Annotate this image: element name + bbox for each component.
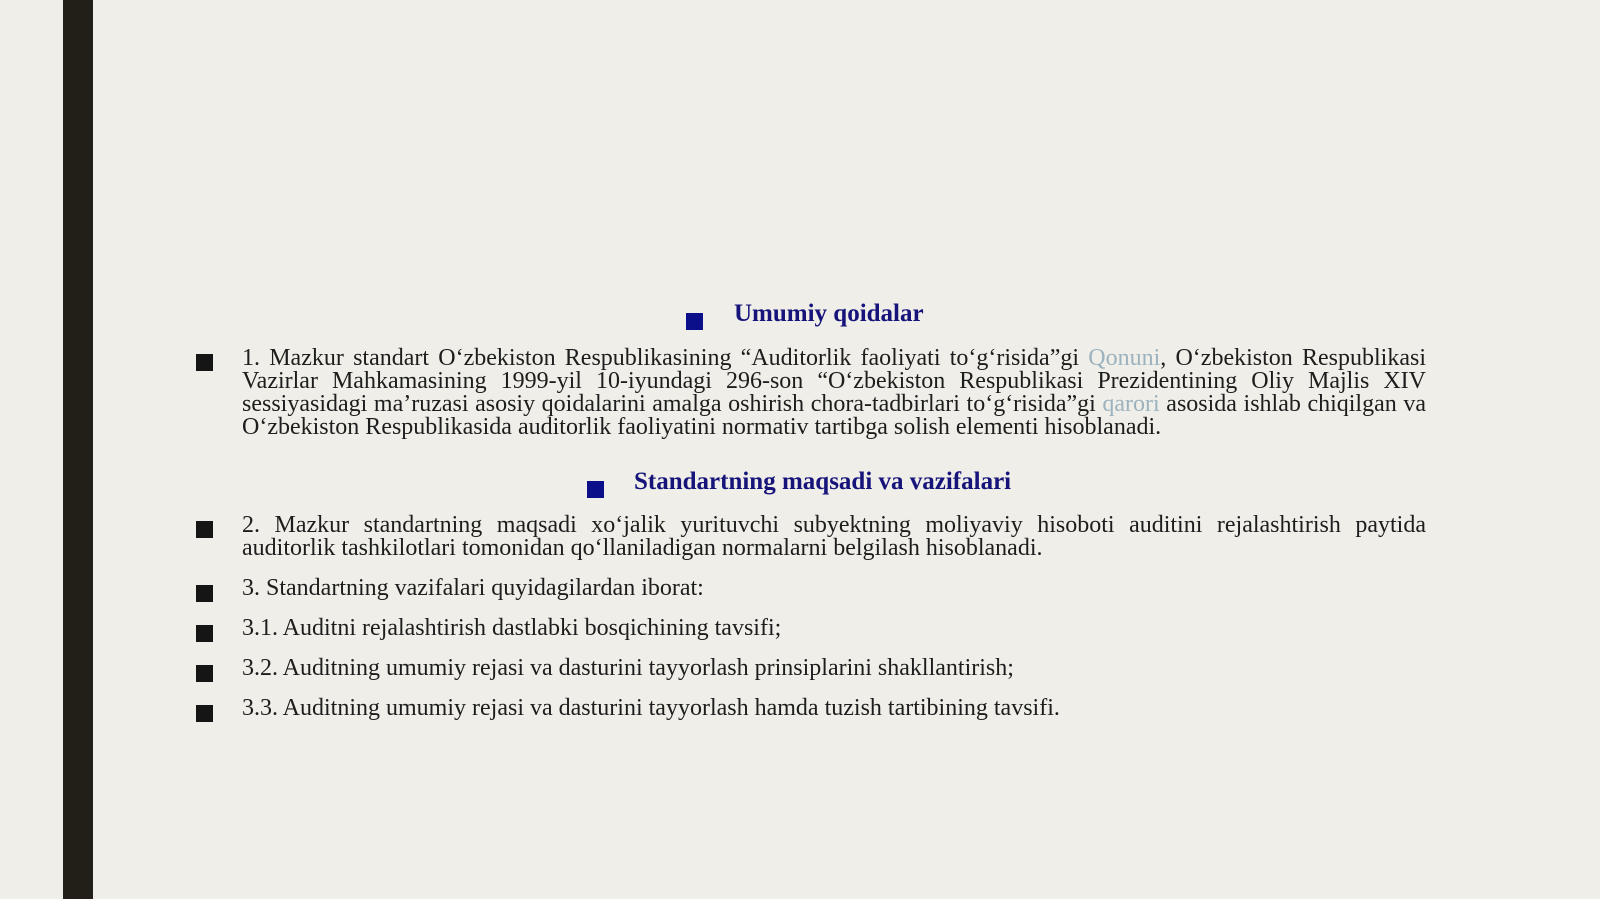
list-bullet-icon xyxy=(196,665,213,682)
heading-bullet-icon xyxy=(686,313,703,330)
law-link[interactable]: Qonuni xyxy=(1088,345,1161,371)
list-bullet-icon xyxy=(196,625,213,642)
paragraph-standard-basis xyxy=(242,347,1426,439)
list-bullet-icon xyxy=(196,354,213,371)
list-item: 3.3. Auditning umumiy rejasi va dasturini tayyorlash hamda tuzish tartibining tavsifi. xyxy=(242,695,1060,721)
list-item: 3. Standartning vazifalari quyidagilardan iborat: xyxy=(242,575,704,601)
list-bullet-icon xyxy=(196,705,213,722)
list-item: 3.1. Auditni rejalashtirish dastlabki bosqichining tavsifi; xyxy=(242,615,782,641)
list-bullet-icon xyxy=(196,521,213,538)
paragraph-text: asosida ishlab chiqilgan va O‘zbekiston Respublikasida auditorlik faoliyatini normativ tartibga solish elementi hisoblanadi. xyxy=(242,391,1426,440)
decree-link[interactable]: qarori xyxy=(1102,391,1160,417)
paragraph-text: , O‘zbekiston Respublikasi Vazirlar Mahkamasining 1999-yil 10-iyundagi 296-son “O‘zbekiston Respublikasi Prezidentining Oliy Majlis XIV sessiyasidagi ma’ruzasi asosiy qoidalarini amalga oshirish chora-tadbirlari to‘g‘risida”gi xyxy=(242,345,1426,417)
slide-left-bar xyxy=(63,0,93,899)
section-heading-general: Umumiy qoidalar xyxy=(734,300,924,327)
heading-bullet-icon xyxy=(587,481,604,498)
paragraph-text: 1. Mazkur standart O‘zbekiston Respublikasining “Auditorlik faoliyati to‘g‘risida”gi xyxy=(242,345,1089,371)
paragraph-standard-purpose: 2. Mazkur standartning maqsadi xo‘jalik yurituvchi subyektning moliyaviy hisoboti auditini rejalashtirish paytida auditorlik tashkilotlari tomonidan qo‘llaniladigan normalarni belgilash hisoblanadi. xyxy=(242,512,1426,561)
section-heading-purpose: Standartning maqsadi va vazifalari xyxy=(634,468,1012,495)
list-bullet-icon xyxy=(196,585,213,602)
list-item: 3.2. Auditning umumiy rejasi va dasturini tayyorlash prinsiplarini shakllantirish; xyxy=(242,655,1014,681)
